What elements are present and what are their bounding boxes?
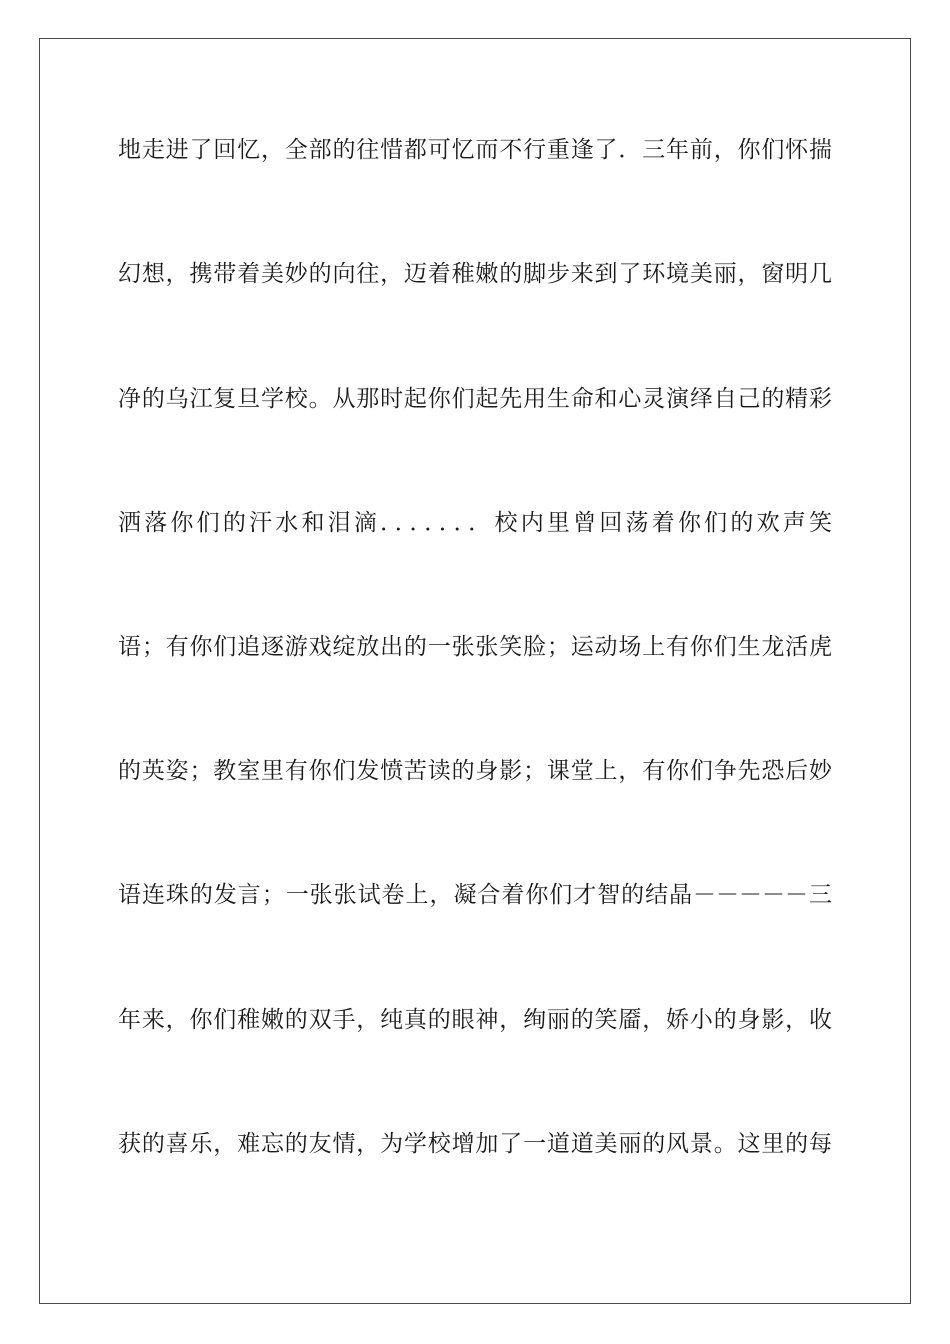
paragraph-line-2: 幻想，携带着美妙的向往，迈着稚嫩的脚步来到了环境美丽，窗明几 [118,261,832,287]
paragraph-line-8: 年来，你们稚嫩的双手，纯真的眼神，绚丽的笑靥，娇小的身影，收 [118,1007,832,1033]
paragraph-line-6: 的英姿；教室里有你们发愤苦读的身影；课堂上，有你们争先恐后妙 [118,758,832,784]
page-border [39,38,911,1304]
paragraph-line-4: 洒落你们的汗水和泪滴．．．．．．．校内里曾回荡着你们的欢声笑 [118,510,832,536]
paragraph-line-7: 语连珠的发言；一张张试卷上，凝合着你们才智的结晶－－－－－三 [118,882,832,908]
paragraph-line-5: 语；有你们追逐游戏绽放出的一张张笑脸；运动场上有你们生龙活虎 [118,634,832,660]
paragraph-line-3: 净的乌江复旦学校。从那时起你们起先用生命和心灵演绎自己的精彩 [118,386,832,412]
paragraph-line-1: 地走进了回忆，全部的往惜都可忆而不行重逢了．三年前，你们怀揣 [118,137,832,163]
paragraph-line-9: 获的喜乐，难忘的友情，为学校增加了一道道美丽的风景。这里的每 [118,1131,832,1157]
